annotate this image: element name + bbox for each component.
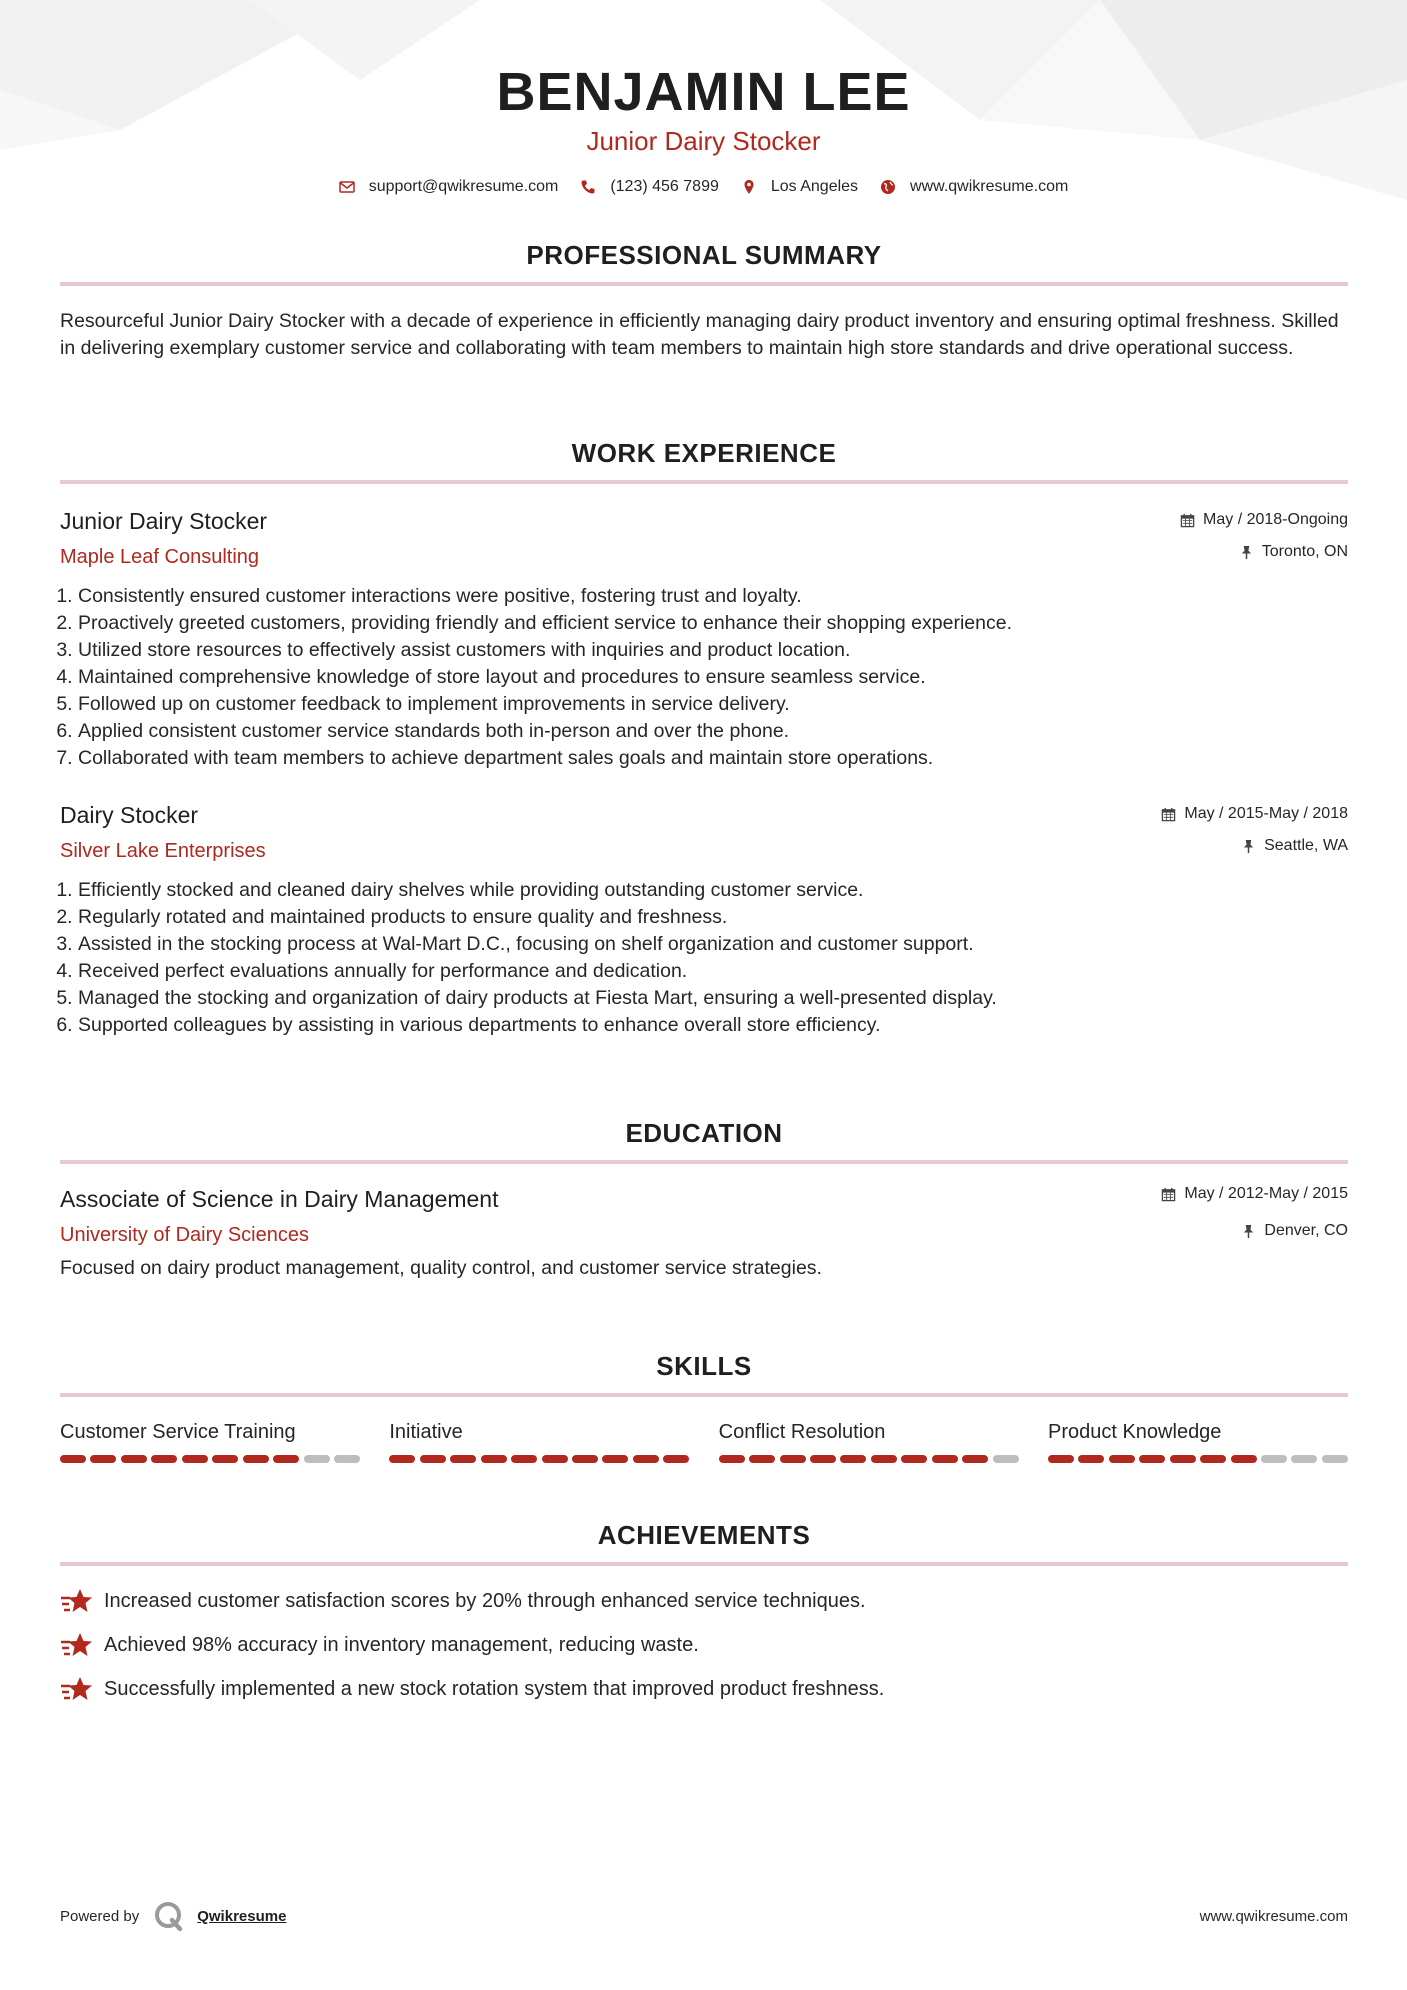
contact-email-text: support@qwikresume.com: [368, 178, 559, 195]
contact-location: [741, 178, 858, 196]
skill-segment-filled: [602, 1455, 628, 1463]
skill-segment-filled: [542, 1455, 568, 1463]
section-divider: [60, 1160, 1348, 1164]
skill-segment-filled: [932, 1455, 958, 1463]
job-title: Junior Dairy Stocker: [60, 508, 268, 534]
job-bullets: [60, 877, 1348, 1039]
skill-segment-filled: [719, 1455, 745, 1463]
contact-phone-text: (123) 456 7899: [610, 178, 719, 195]
candidate-role: Junior Dairy Stocker: [586, 126, 821, 156]
experience-section: [60, 436, 1348, 1039]
education-date-text: May / 2012-May / 2015: [1184, 1185, 1348, 1202]
skill-level-bar: [719, 1455, 1019, 1463]
skill-name: Conflict Resolution: [718, 1421, 886, 1443]
skill-segment-filled: [389, 1455, 415, 1463]
calendar-icon: [1180, 513, 1195, 528]
brand-link[interactable]: Qwikresume: [197, 1907, 287, 1925]
phone-icon: [580, 179, 596, 195]
skill-name: Initiative: [389, 1421, 463, 1443]
job-company: Silver Lake Enterprises: [60, 840, 266, 862]
degree-title: Associate of Science in Dairy Management: [60, 1186, 499, 1212]
skill-segment-filled: [1048, 1455, 1074, 1463]
job-date: [1180, 510, 1348, 530]
star-icon: [60, 1674, 94, 1704]
list-item: 1. Consistently ensured customer interactions were positive, fostering trust and loyalty.: [78, 583, 1348, 610]
pushpin-icon: [1241, 1224, 1256, 1239]
contact-website-text: www.qwikresume.com: [910, 178, 1069, 195]
list-item: 2. Proactively greeted customers, providing friendly and efficient service to enhance their shopping experience.: [78, 610, 1348, 637]
skill-segment-filled: [243, 1455, 269, 1463]
skill-segment-filled: [871, 1455, 897, 1463]
summary-section: [60, 238, 1348, 362]
list-item: 5. Managed the stocking and organization of dairy products at Fiesta Mart, ensuring a well-presented display.: [78, 985, 1348, 1012]
achievement-item: [60, 1674, 1348, 1704]
education-meta: [1161, 1184, 1348, 1241]
skill-segment-filled: [633, 1455, 659, 1463]
skill-level-bar: [60, 1455, 360, 1463]
skill-segment-empty: [334, 1455, 360, 1463]
skill-segment-filled: [450, 1455, 476, 1463]
skill-segment-filled: [481, 1455, 507, 1463]
summary-heading: PROFESSIONAL SUMMARY: [526, 240, 882, 270]
skills-heading: SKILLS: [656, 1351, 752, 1381]
powered-by-label: Powered by: [60, 1907, 140, 1925]
achievements-section: [60, 1518, 1348, 1704]
candidate-name: BENJAMIN LEE: [496, 62, 911, 122]
list-item: 3. Assisted in the stocking process at Wal-Mart D.C., focusing on shelf organization and customer support.: [78, 931, 1348, 958]
skill-item: [60, 1419, 360, 1463]
skill-segment-filled: [1170, 1455, 1196, 1463]
section-divider: [60, 1393, 1348, 1397]
skill-level-bar: [1048, 1455, 1348, 1463]
list-item: 6. Supported colleagues by assisting in various departments to enhance overall store efficiency.: [78, 1012, 1348, 1039]
envelope-icon: [339, 179, 355, 195]
contact-bar: [0, 178, 1407, 196]
skill-segment-filled: [420, 1455, 446, 1463]
job-date: [1161, 804, 1348, 824]
job-entry: [60, 506, 1348, 772]
skill-segment-filled: [901, 1455, 927, 1463]
section-divider: [60, 282, 1348, 286]
footer-website-link[interactable]: www.qwikresume.com: [1199, 1907, 1348, 1925]
qwikresume-logo-icon: [153, 1900, 185, 1932]
school-name: University of Dairy Sciences: [60, 1224, 309, 1246]
skill-item: [719, 1419, 1019, 1463]
job-location: [1161, 836, 1348, 856]
skill-segment-filled: [1200, 1455, 1226, 1463]
skill-segment-empty: [1291, 1455, 1317, 1463]
skill-segment-filled: [273, 1455, 299, 1463]
skill-segment-filled: [962, 1455, 988, 1463]
job-location-text: Toronto, ON: [1261, 543, 1348, 560]
education-section: [60, 1116, 1348, 1282]
skill-item: [1048, 1419, 1348, 1463]
pushpin-icon: [1239, 545, 1254, 560]
achievements-heading: ACHIEVEMENTS: [597, 1520, 811, 1550]
skills-section: [60, 1349, 1348, 1463]
achievement-item: [60, 1630, 1348, 1660]
skill-segment-empty: [993, 1455, 1019, 1463]
education-heading: EDUCATION: [625, 1118, 783, 1148]
achievement-text: Increased customer satisfaction scores by 20% through enhanced service techniques.: [104, 1589, 866, 1612]
pushpin-icon: [1241, 839, 1256, 854]
section-divider: [60, 480, 1348, 484]
job-location-text: Seattle, WA: [1264, 837, 1348, 854]
list-item: 7. Collaborated with team members to achieve department sales goals and maintain store operations.: [78, 745, 1348, 772]
section-divider: [60, 1562, 1348, 1566]
job-date-text: May / 2018-Ongoing: [1203, 511, 1348, 528]
skill-segment-filled: [780, 1455, 806, 1463]
job-title: Dairy Stocker: [60, 802, 199, 828]
skill-segment-filled: [840, 1455, 866, 1463]
job-meta: [1161, 804, 1348, 856]
skill-segment-filled: [90, 1455, 116, 1463]
list-item: 3. Utilized store resources to effectively assist customers with inquiries and product location.: [78, 637, 1348, 664]
education-date: [1161, 1184, 1348, 1204]
skill-segment-filled: [1109, 1455, 1135, 1463]
job-bullets: [60, 583, 1348, 772]
skill-segment-filled: [810, 1455, 836, 1463]
achievements-list: [60, 1586, 1348, 1704]
skill-segment-filled: [749, 1455, 775, 1463]
skill-segment-empty: [1261, 1455, 1287, 1463]
achievement-text: Successfully implemented a new stock rotation system that improved product freshness.: [104, 1677, 885, 1700]
job-company: Maple Leaf Consulting: [60, 546, 260, 568]
list-item: 4. Maintained comprehensive knowledge of store layout and procedures to ensure seamless service.: [78, 664, 1348, 691]
list-item: 4. Received perfect evaluations annually for performance and dedication.: [78, 958, 1348, 985]
contact-email[interactable]: [339, 178, 559, 196]
calendar-icon: [1161, 807, 1176, 822]
skill-segment-filled: [663, 1455, 689, 1463]
skill-segment-filled: [511, 1455, 537, 1463]
job-location: [1180, 542, 1348, 562]
summary-text: Resourceful Junior Dairy Stocker with a decade of experience in efficiently managing dairy product inventory and ensuring optimal freshness. Skilled in delivering exemplary customer service and collaborating with team members to maintain high store standards and drive operational success.: [60, 310, 1339, 359]
calendar-icon: [1161, 1187, 1176, 1202]
list-item: 2. Regularly rotated and maintained products to ensure quality and freshness.: [78, 904, 1348, 931]
skill-item: [389, 1419, 689, 1463]
skill-level-bar: [389, 1455, 689, 1463]
skill-segment-filled: [212, 1455, 238, 1463]
skill-segment-filled: [60, 1455, 86, 1463]
contact-phone[interactable]: [580, 178, 719, 196]
list-item: 6. Applied consistent customer service standards both in-person and over the phone.: [78, 718, 1348, 745]
skill-segment-filled: [1231, 1455, 1257, 1463]
education-location: [1161, 1221, 1348, 1241]
skill-segment-filled: [1139, 1455, 1165, 1463]
skill-segment-filled: [121, 1455, 147, 1463]
map-pin-icon: [741, 179, 757, 195]
powered-by: [60, 1900, 286, 1932]
resume-header: [0, 0, 1407, 196]
skill-name: Customer Service Training: [60, 1421, 296, 1443]
skill-segment-filled: [572, 1455, 598, 1463]
experience-heading: WORK EXPERIENCE: [571, 438, 837, 468]
skill-segment-empty: [1322, 1455, 1348, 1463]
star-icon: [60, 1630, 94, 1660]
skill-segment-filled: [182, 1455, 208, 1463]
skills-list: [60, 1419, 1348, 1463]
star-icon: [60, 1586, 94, 1616]
globe-icon: [880, 179, 896, 195]
skill-segment-empty: [304, 1455, 330, 1463]
skill-segment-filled: [151, 1455, 177, 1463]
list-item: 1. Efficiently stocked and cleaned dairy shelves while providing outstanding customer service.: [78, 877, 1348, 904]
job-entry: [60, 800, 1348, 1039]
skill-segment-filled: [1078, 1455, 1104, 1463]
page-footer: [60, 1896, 1348, 1936]
achievement-text: Achieved 98% accuracy in inventory management, reducing waste.: [104, 1633, 699, 1656]
job-date-text: May / 2015-May / 2018: [1184, 805, 1348, 822]
list-item: 5. Followed up on customer feedback to implement improvements in service delivery.: [78, 691, 1348, 718]
education-location-text: Denver, CO: [1264, 1222, 1348, 1239]
education-description: Focused on dairy product management, quality control, and customer service strategies.: [60, 1257, 822, 1279]
skill-name: Product Knowledge: [1047, 1421, 1222, 1443]
achievement-item: [60, 1586, 1348, 1616]
contact-website[interactable]: [880, 178, 1068, 196]
contact-location-text: Los Angeles: [770, 178, 859, 195]
education-entry: [60, 1184, 1348, 1282]
job-meta: [1180, 510, 1348, 562]
